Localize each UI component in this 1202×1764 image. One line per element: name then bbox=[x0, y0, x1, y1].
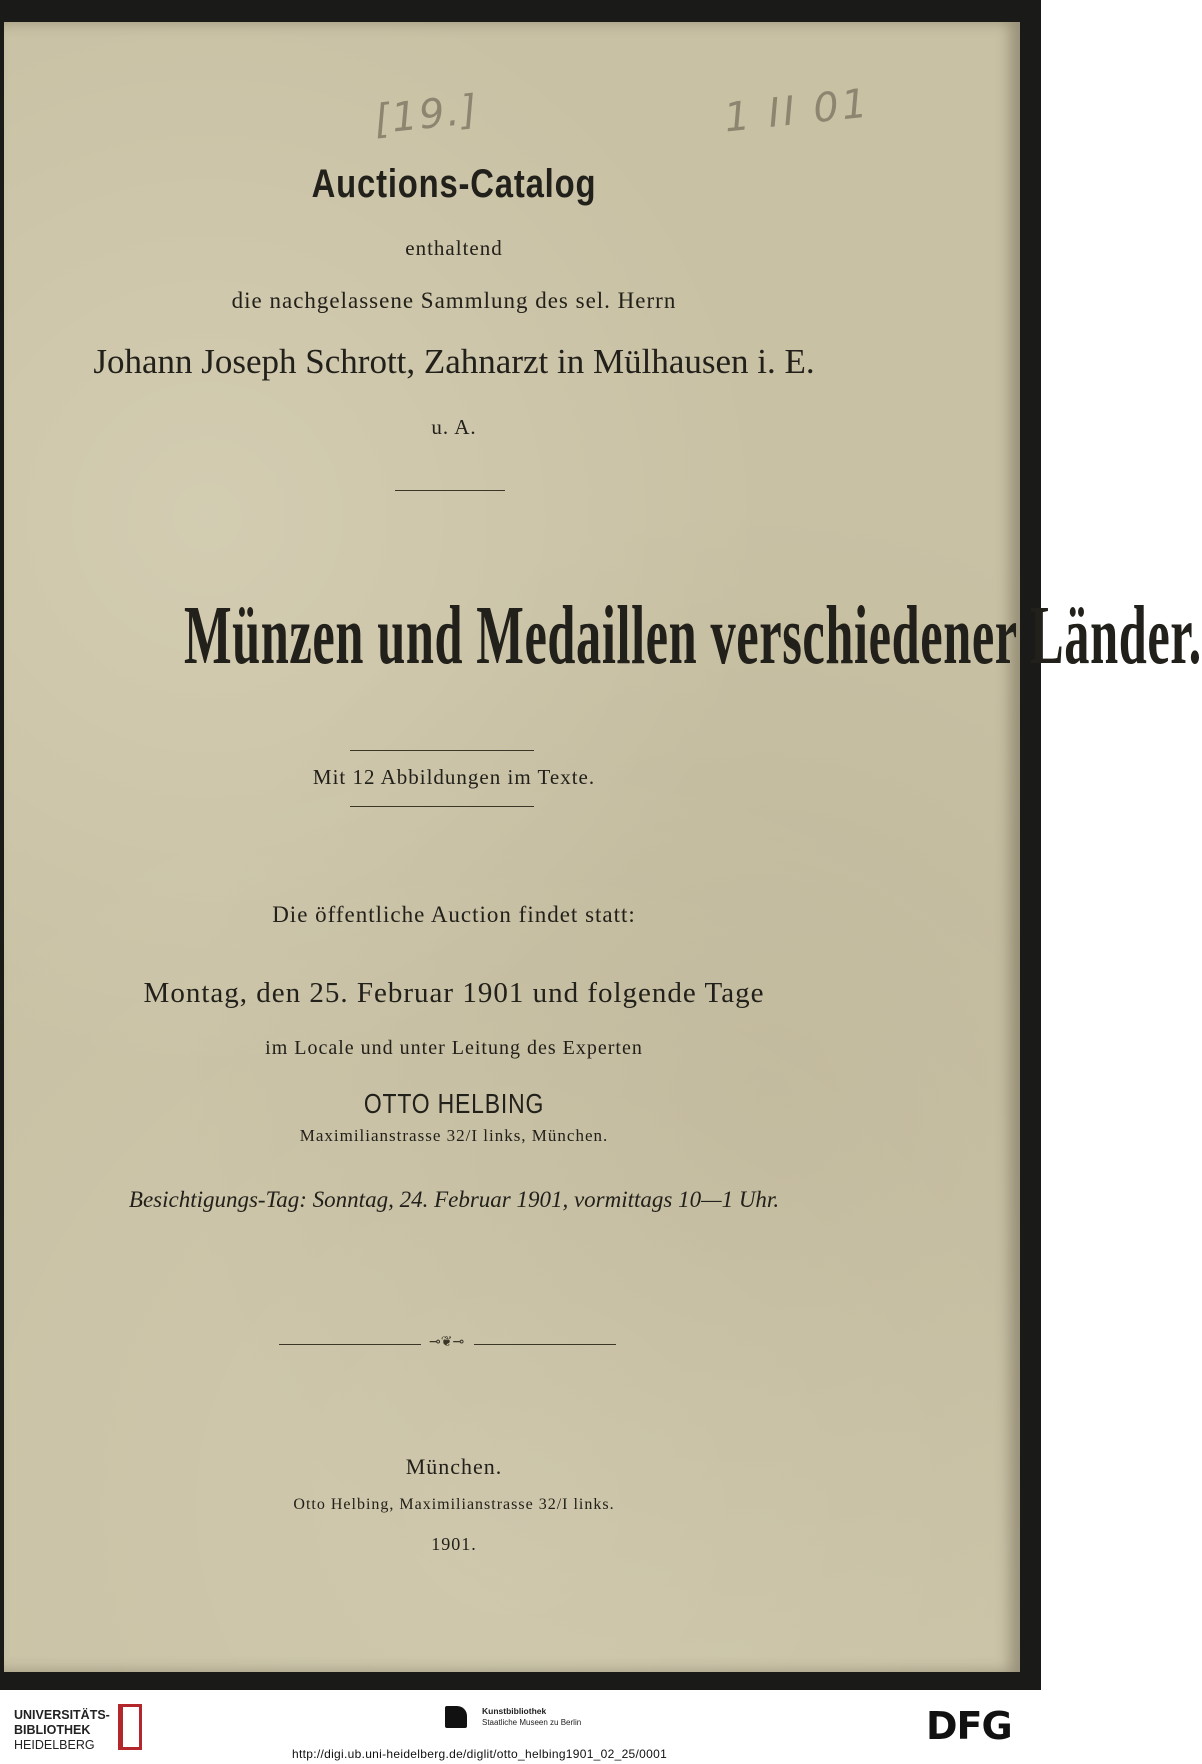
ornament-rule-right bbox=[474, 1344, 616, 1345]
kb-sub: Staatliche Museen zu Berlin bbox=[482, 1718, 582, 1727]
expert-name: OTTO HELBING bbox=[363, 1088, 545, 1119]
dfg-logo: DFG bbox=[926, 1704, 1012, 1748]
ua-line: u. A. bbox=[431, 415, 477, 439]
auction-intro: Die öffentliche Auction findet statt: bbox=[272, 902, 636, 927]
permalink-url[interactable]: http://digi.ub.uni-heidelberg.de/diglit/otto_helbing1901_02_25/0001 bbox=[292, 1747, 668, 1761]
ub-line1: UNIVERSITÄTS- bbox=[14, 1708, 110, 1722]
divider-illustrations-bottom bbox=[350, 806, 534, 807]
illustrations-note: Mit 12 Abbildungen im Texte. bbox=[312, 765, 596, 789]
divider-illustrations-top bbox=[350, 750, 534, 751]
subject-heading: Münzen und Medaillen verschiedener Länder. bbox=[184, 589, 1202, 682]
ornament-rule-left bbox=[279, 1344, 421, 1345]
enthaltend-line: enthaltend bbox=[405, 236, 503, 260]
kunstbibliothek-text bbox=[482, 1706, 581, 1728]
kb-name: Kunstbibliothek bbox=[482, 1706, 547, 1716]
footer-bar bbox=[0, 1690, 1041, 1764]
ub-heidelberg-text bbox=[14, 1708, 110, 1753]
ub-line2: BIBLIOTHEK bbox=[14, 1723, 91, 1737]
imprint-year: 1901. bbox=[431, 1534, 477, 1554]
expert-address: Maximilianstrasse 32/I links, München. bbox=[299, 1126, 609, 1145]
auction-date: Montag, den 25. Februar 1901 und folgende Tage bbox=[143, 977, 765, 1009]
imprint-place: München. bbox=[405, 1454, 503, 1479]
catalog-title: Auctions-Catalog bbox=[311, 162, 597, 206]
locale-line: im Locale und unter Leitung des Experten bbox=[265, 1037, 643, 1059]
kunstbibliothek-logo-icon bbox=[445, 1706, 467, 1728]
divider-top bbox=[395, 490, 505, 491]
catalog-page bbox=[4, 22, 1202, 1672]
collector-name: Johann Joseph Schrott, Zahnarzt in Mülhausen i. E. bbox=[93, 342, 815, 381]
ub-line3: HEIDELBERG bbox=[14, 1738, 95, 1752]
ornament: ⊸❦⊸ bbox=[429, 1335, 465, 1350]
collection-line: die nachgelassene Sammlung des sel. Herrn bbox=[231, 288, 677, 313]
shelfmark-left: [19.] bbox=[371, 86, 481, 144]
viewing-day: Besichtigungs-Tag: Sonntag, 24. Februar 1901, vormittags 10—1 Uhr. bbox=[128, 1187, 780, 1212]
shelfmark-right: 1 II 01 bbox=[721, 80, 873, 142]
ub-logo-icon bbox=[118, 1704, 142, 1750]
imprint-publisher: Otto Helbing, Maximilianstrasse 32/I links. bbox=[293, 1496, 615, 1513]
